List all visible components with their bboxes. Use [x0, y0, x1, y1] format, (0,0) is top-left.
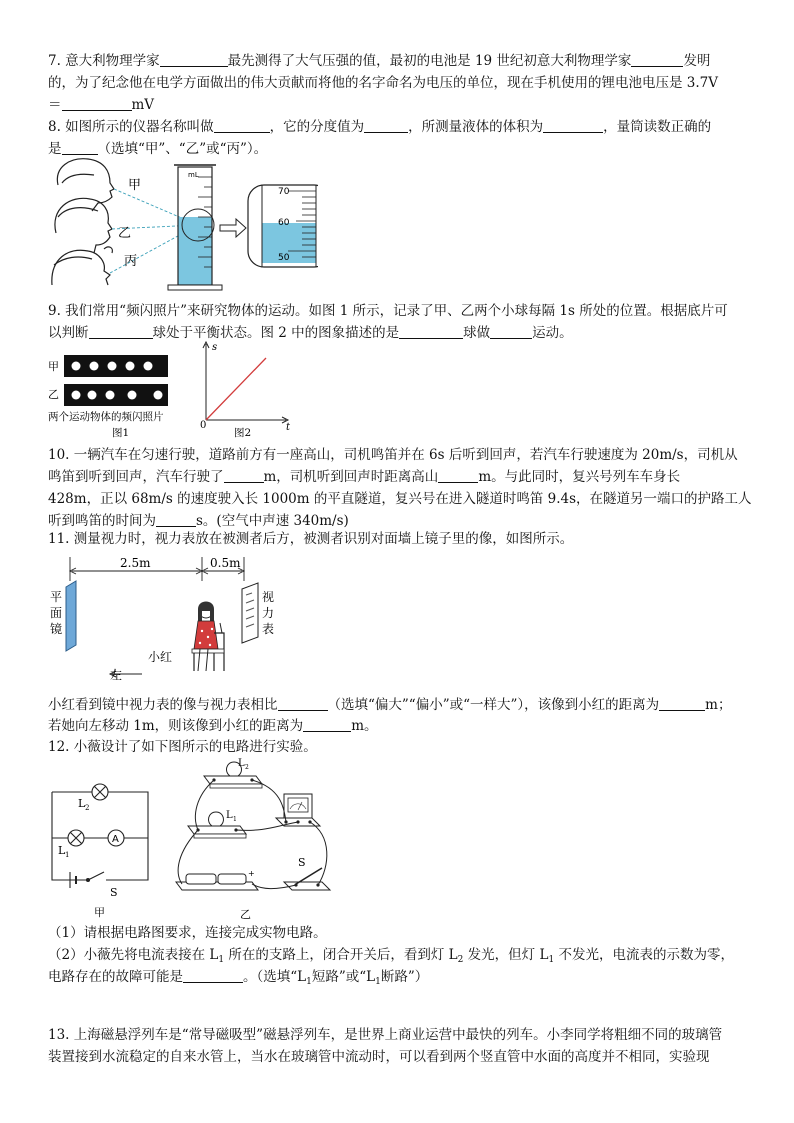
- scale-50: 50: [278, 253, 290, 263]
- text: （选填“甲”、“乙”或“丙”）。: [97, 141, 268, 157]
- answer-blank[interactable]: [156, 512, 196, 527]
- switch-device: [284, 868, 330, 890]
- lamp-l2-board: [204, 762, 262, 788]
- answer-blank[interactable]: [543, 118, 603, 133]
- text: 428m，正以 68m/s 的速度驶入长 1000m 的平直隧道，复兴号在进入隧道时鸣笛 9.4s，在隧道另一端口的护路工人: [48, 491, 752, 507]
- text: 7. 意大利物理学家: [48, 53, 160, 69]
- subscript: 2: [457, 955, 464, 965]
- text: （选填“偏大”“偏小”或“一样大”），该像到小红的距离为: [327, 697, 660, 713]
- q10-line-1: [48, 446, 738, 464]
- text: 所在的支路上，闭合开关后，看到灯 L: [224, 947, 458, 963]
- switch-label: S: [110, 886, 118, 899]
- text: 9. 我们常用“频闪照片”来研究物体的运动。如图 1 所示，记录了甲、乙两个小球每隔 1s 所处的位置。根据底片可: [48, 303, 728, 319]
- text: 短路”或“L: [311, 969, 376, 985]
- text: 发明: [683, 53, 711, 69]
- text: 。（选填“L: [243, 969, 307, 985]
- battery-holder: [176, 869, 258, 890]
- text: 13. 上海磁悬浮列车是“常导磁吸型”磁悬浮列车，是世界上商业运营中最快的列车。小李同学将粗细不同的玻璃管: [48, 1027, 723, 1043]
- answer-blank[interactable]: [631, 52, 683, 67]
- answer-blank[interactable]: [659, 696, 705, 711]
- q7-line-2: [48, 74, 718, 92]
- text: 是: [48, 141, 62, 157]
- text: 不发光，电流表的示数为零，: [554, 947, 734, 963]
- l2-label: L: [238, 758, 245, 769]
- q11-line-1: [48, 530, 573, 548]
- text: s。(空气中声速 340m/s): [196, 513, 349, 529]
- text: ，它的分度值为: [269, 119, 365, 135]
- l1-label: L: [58, 844, 66, 857]
- mirror-label: 镜: [50, 622, 63, 636]
- q12-line-1: [48, 738, 317, 756]
- figure-caption: 两个运动物体的频闪照片: [48, 411, 164, 423]
- answer-blank[interactable]: [214, 118, 270, 133]
- ammeter-device: [276, 794, 320, 826]
- chart-label: 视: [262, 590, 275, 604]
- answer-blank[interactable]: [399, 324, 463, 339]
- text: 发光，但灯 L: [463, 947, 549, 963]
- text: 12. 小薇设计了如下图所示的电路进行实验。: [48, 739, 317, 755]
- ammeter-label: A: [112, 834, 119, 845]
- answer-blank[interactable]: [438, 468, 478, 483]
- subscript: 1: [548, 955, 555, 965]
- text: 最先测得了大气压强的值，最初的电池是 19 世纪初意大利物理学家: [227, 53, 632, 69]
- answer-blank[interactable]: [303, 717, 351, 732]
- text: 断路”）: [380, 969, 429, 985]
- unit-label: mL: [188, 171, 199, 179]
- label-yi: 乙: [48, 388, 59, 401]
- text: （2）小薇先将电流表接在 L: [48, 947, 219, 963]
- head-bing-icon: [52, 247, 113, 285]
- graduated-cylinder-figure: [48, 153, 318, 293]
- text: 10. 一辆汽车在匀速行驶，道路前方有一座高山，司机鸣笛并在 6s 后听到回声，若汽车行驶速度为 20m/s，司机从: [48, 447, 738, 463]
- chart-label: 表: [262, 622, 275, 636]
- magnified-scale: [248, 185, 318, 267]
- text: 8. 如图所示的仪器名称叫做: [48, 119, 214, 135]
- left-label: 左: [110, 668, 123, 682]
- switch-label: S: [298, 856, 306, 869]
- plane-mirror: [66, 581, 76, 651]
- q9-line-1: [48, 302, 728, 320]
- text: 鸣笛到听到回声，汽车行驶了: [48, 469, 224, 485]
- l2-label: L: [78, 797, 86, 810]
- scale-60: 60: [278, 218, 290, 228]
- text: m；: [705, 697, 732, 713]
- figure-2-label: 图2: [234, 427, 252, 439]
- text: m，司机听到回声时距离高山: [263, 469, 439, 485]
- girl-on-chair-icon: [192, 602, 224, 672]
- physical-circuit-figure: [172, 756, 352, 922]
- figure-yi-label: 乙: [240, 908, 251, 921]
- mirror-label: 面: [50, 606, 63, 620]
- q10-line-4: [48, 512, 349, 530]
- text: ，量筒读数正确的: [603, 119, 712, 135]
- figure-1-label: 图1: [112, 427, 130, 439]
- chart-label: 力: [262, 606, 275, 620]
- q13-line-1: [48, 1026, 722, 1044]
- stroboscopic-figure: [46, 340, 306, 442]
- q10-line-2: [48, 468, 680, 486]
- s-t-graph: [200, 342, 291, 433]
- axis-t: t: [286, 422, 291, 433]
- label-yi: 乙: [118, 226, 132, 241]
- text: 装置接到水流稳定的自来水管上，当水在玻璃管中流动时，可以看到两个竖直管中水面的高度并不相同，实验现: [48, 1049, 710, 1065]
- answer-blank[interactable]: [490, 324, 532, 339]
- q12-part-2: [48, 946, 734, 969]
- text: ＝: [48, 97, 62, 113]
- arrow-right-icon: [220, 219, 246, 237]
- text: 的，为了纪念他在电学方面做出的伟大贡献而将他的名字命名为电压的单位，现在手机使用的锂电池电压是 3.7V: [48, 75, 719, 91]
- answer-blank[interactable]: [89, 324, 153, 339]
- vision-test-figure: [48, 553, 288, 685]
- q7-line-3: [48, 96, 154, 114]
- text: 若她向左移动 1m，则该像到小红的距离为: [48, 718, 304, 734]
- label-jia: 甲: [128, 178, 142, 193]
- text: m。: [351, 718, 378, 734]
- eye-chart: [242, 583, 258, 643]
- l1-label: L: [226, 810, 233, 821]
- text: 电路存在的故障可能是: [48, 969, 183, 985]
- s-t-line: [206, 358, 266, 420]
- label-jia: 甲: [48, 360, 59, 373]
- circuit-diagram: [48, 760, 158, 920]
- l2-subscript: 2: [245, 764, 249, 771]
- graduated-cylinder: [168, 165, 222, 290]
- figure-jia-label: 甲: [94, 906, 105, 919]
- text: 球处于平衡状态。图 2 中的图象描述的是: [152, 325, 400, 341]
- subscript: 1: [375, 977, 381, 987]
- text: 听到鸣笛的时间为: [48, 513, 156, 529]
- head-yi-icon: [55, 198, 112, 253]
- axis-s: s: [212, 342, 218, 353]
- l1-subscript: 1: [233, 816, 237, 823]
- q11-line-3: [48, 717, 378, 735]
- text: 以判断: [48, 325, 89, 341]
- text: mV: [131, 97, 155, 113]
- answer-blank[interactable]: [160, 52, 228, 67]
- text: （1）请根据电路图要求，连接完成实物电路。: [48, 925, 327, 941]
- mirror-label: 平: [50, 590, 63, 604]
- text: ，所测量液体的体积为: [408, 119, 544, 135]
- text: m。与此同时，复兴号列车车身长: [478, 469, 681, 485]
- text: 小红看到镜中视力表的像与视力表相比: [48, 697, 278, 713]
- answer-blank[interactable]: [62, 96, 132, 111]
- answer-blank[interactable]: [183, 968, 243, 983]
- q8-line-1: [48, 118, 711, 136]
- l2-subscript: 2: [85, 804, 90, 812]
- text: 11. 测量视力时，视力表放在被测者后方，被测者识别对面墙上镜子里的像，如图所示。: [48, 531, 574, 547]
- name-label: 小红: [148, 650, 173, 664]
- subscript: 1: [218, 955, 225, 965]
- q12-part-1: [48, 924, 327, 942]
- q10-line-3: [48, 490, 752, 508]
- q11-line-2: [48, 696, 731, 714]
- answer-blank[interactable]: [364, 118, 408, 133]
- distance-0-5m: 0.5m: [210, 556, 241, 570]
- switch-icon: [88, 872, 104, 880]
- text: 运动。: [532, 325, 573, 341]
- answer-blank[interactable]: [278, 696, 328, 711]
- origin: 0: [200, 420, 207, 431]
- q12-part-2-cont: [48, 968, 428, 991]
- subscript: 1: [306, 977, 312, 987]
- q13-line-2: [48, 1048, 710, 1066]
- label-bing: 丙: [124, 254, 138, 269]
- l1-subscript: 1: [65, 851, 70, 859]
- text: 球做: [463, 325, 491, 341]
- distance-2-5m: 2.5m: [120, 556, 151, 570]
- answer-blank[interactable]: [224, 468, 264, 483]
- scale-70: 70: [278, 187, 290, 197]
- q7-line-1: [48, 52, 710, 70]
- plus-sign: +: [248, 869, 255, 878]
